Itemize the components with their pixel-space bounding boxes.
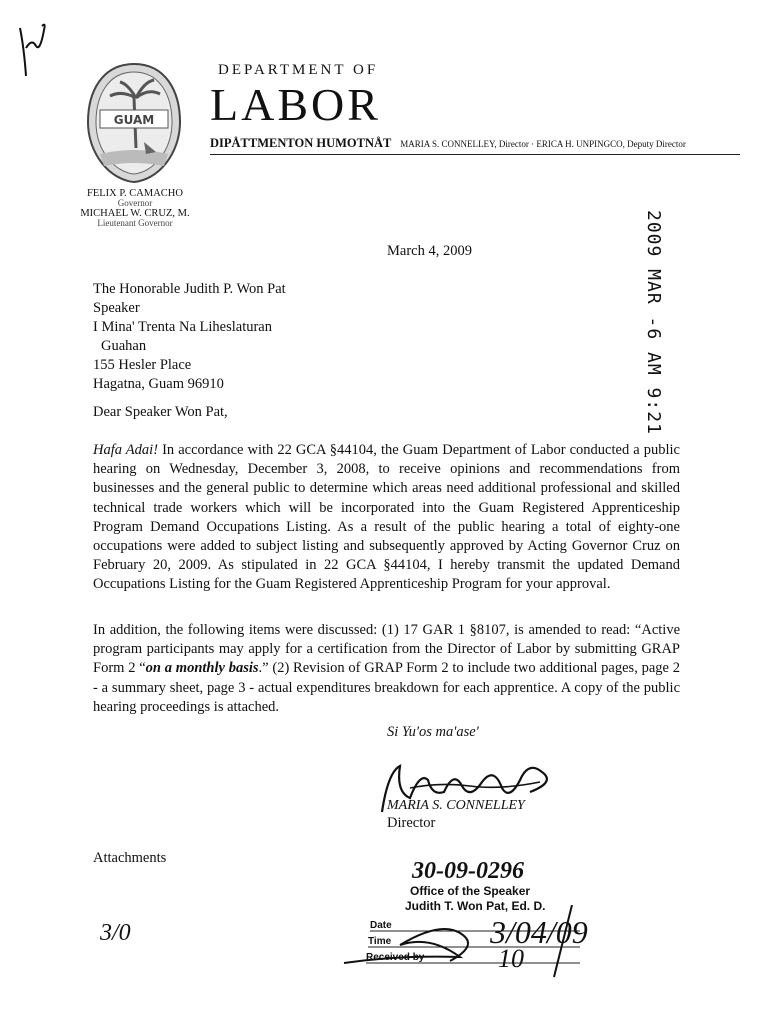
body-paragraph-1 [93, 441, 680, 595]
stamp-label-received-by: Received by [366, 952, 425, 963]
officials-block [60, 188, 210, 229]
letter-date: March 4, 2009 [387, 243, 472, 259]
greeting-hafa-adai: Hafa Adai! [93, 442, 159, 458]
stamp-label-date: Date [370, 920, 392, 931]
address-line: Guahan [101, 338, 147, 354]
address-line: 155 Hesler Place [93, 357, 192, 373]
seal-text: GUAM [113, 113, 155, 127]
handwritten-document-number: 30-09-0296 [412, 858, 524, 884]
handwritten-note: 3/0 [100, 920, 131, 946]
paragraph-2-text-b: .” (2) Revision of GRAP Form 2 to include two additional pages, page 2 - a summary sheet, page 3 - actual expenditures breakdown for each apprentice. A copy of the public hearing proceedings is attached. [93, 660, 681, 715]
address-line: Hagatna, Guam 96910 [93, 376, 224, 392]
handwritten-initial-mark [14, 18, 54, 78]
salutation: Dear Speaker Won Pat, [93, 404, 228, 420]
paragraph-1-text: In accordance with 22 GCA §44104, the Guam Department of Labor conducted a public hearing on Wednesday, December 3, 2008, to receive opinions and recommendations from businesses and the general public to determine which areas need additional professional and skilled technical trade workers which will be incorporated into the Guam Registered Apprenticeship Program Demand Occupations Listing. As a result of the public hearing a total of eighty-one occupations were added to subject listing and subsequently approved by Acting Governor Cruz on February 20, 2009. As stipulated in 22 GCA §44104, I hereby transmit the updated Demand Occupations Listing for the Guam Registered Apprenticeship Program for your approval. [93, 442, 680, 593]
governor-title: Governor [117, 198, 153, 209]
governor-name: FELIX P. CAMACHO [87, 188, 183, 199]
dipattmenton-text: DIPÅTTMENTON HUMOTNÅT [210, 136, 392, 150]
lt-governor-name: MICHAEL W. CRUZ, M. [80, 208, 190, 220]
signatory-name: MARIA S. CONNELLEY [387, 798, 525, 813]
letterhead-subtitle [210, 136, 686, 151]
handwritten-received-date: 3/04/09 [490, 914, 588, 950]
signatory-title: Director [387, 815, 436, 831]
lt-governor-title: Lieutenant Governor [97, 218, 173, 229]
closing: Si Yu'os ma'ase' [387, 724, 479, 740]
office-stamp-line-1: Office of the Speaker [410, 884, 531, 898]
recipient-address [93, 280, 286, 394]
handwritten-received-time: 10 [498, 944, 524, 973]
guam-seal-icon [86, 62, 182, 184]
address-line: Speaker [93, 300, 140, 316]
address-line: The Honorable Judith P. Won Pat [93, 281, 286, 297]
paragraph-2-emphasis: on a monthly basis [145, 660, 259, 677]
letterhead-labor: LABOR [210, 79, 381, 130]
attachments-label: Attachments [93, 850, 167, 866]
body-paragraph-2 [93, 621, 680, 717]
paragraph-2-text-a: In addition, the following items were discussed: (1) 17 GAR 1 §8107, is amended to read: “Active program participants may apply for a certification from the Director of Labor by submitting GRAP Form 2 “ [93, 622, 680, 677]
letterhead-staff: MARIA S. CONNELLEY, Director · ERICA H. UNPINGCO, Deputy Director [400, 139, 686, 149]
received-time-stamp [636, 210, 676, 435]
letterhead-department-of: DEPARTMENT OF [218, 62, 379, 78]
received-time-stamp-text: 2009 MAR -6 AM 9:21 [643, 210, 664, 435]
office-stamp-line-2: Judith T. Won Pat, Ed. D. [405, 899, 546, 913]
letterhead-divider [210, 154, 740, 155]
stamp-label-time: Time [368, 936, 392, 947]
address-line: I Mina' Trenta Na Liheslaturan [93, 319, 272, 335]
